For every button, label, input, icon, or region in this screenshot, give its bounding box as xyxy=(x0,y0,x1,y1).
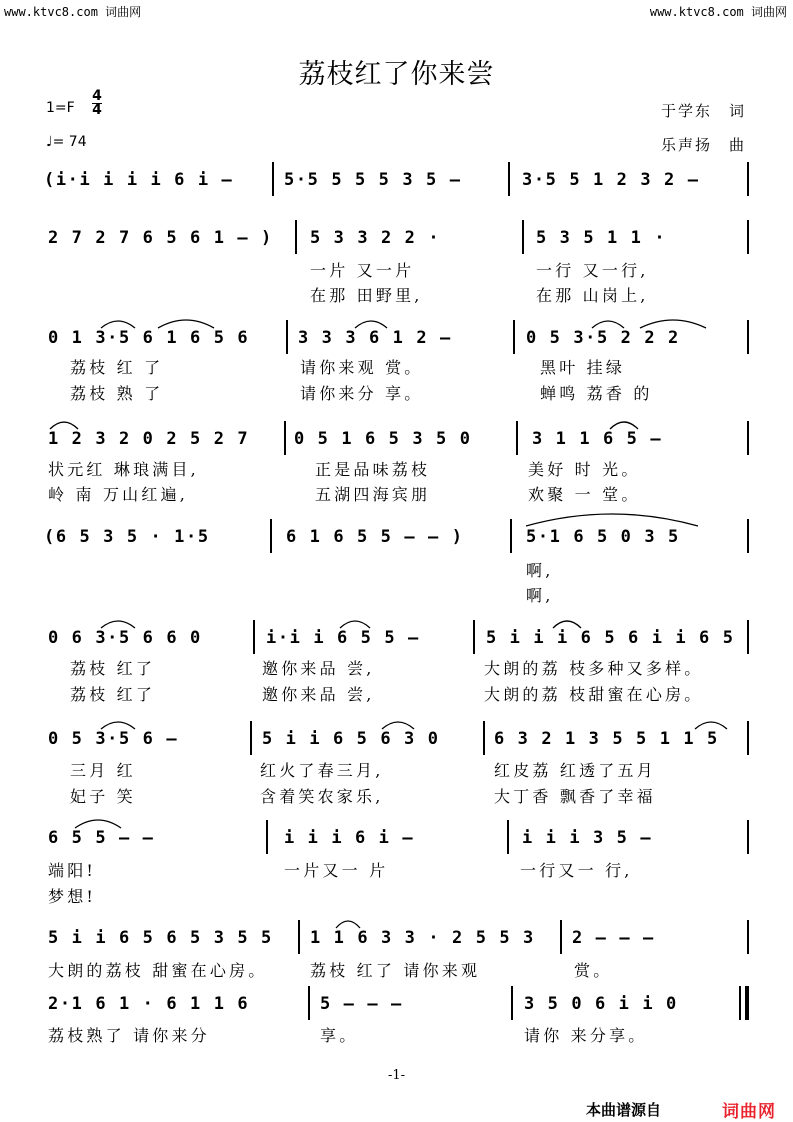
barline xyxy=(295,220,297,254)
row-8-lyrics-1-measure-1: 端阳! xyxy=(48,861,97,880)
row-3-lyrics-1-measure-1: 荔枝 红 了 xyxy=(70,358,164,377)
row-6-lyrics-2-measure-1: 荔枝 红了 xyxy=(70,685,156,704)
row-2-measure-2: 5 3 3 2 2 · xyxy=(310,228,441,248)
row-4-lyrics-2-measure-3: 欢聚 一 堂。 xyxy=(528,485,641,504)
row-8-lyrics-1-measure-3: 一行又一 行, xyxy=(520,861,633,880)
footer-brand-logo[interactable]: 词曲网 xyxy=(722,1102,776,1122)
barline xyxy=(286,320,288,354)
row-7-lyrics-2-measure-3: 大丁香 飘香了幸福 xyxy=(494,787,656,806)
page-number: -1- xyxy=(387,1068,406,1083)
barline xyxy=(266,820,268,854)
row-10-lyrics-1-measure-2: 享。 xyxy=(320,1026,359,1045)
barline xyxy=(253,620,255,654)
final-barline-thin xyxy=(739,986,741,1020)
slur-arc xyxy=(101,621,135,628)
slur-arc xyxy=(382,722,414,729)
slur-arc xyxy=(101,722,135,729)
row-6-measure-2: i·i i 6 5 5 – xyxy=(266,628,420,648)
row-1-measure-3: 3·5 5 1 2 3 2 – xyxy=(522,170,700,190)
barline xyxy=(483,721,485,755)
row-6-lyrics-1-measure-3: 大朗的荔 枝多种又多样。 xyxy=(484,659,704,678)
row-3-measure-2: 3 3 3 6 1 2 – xyxy=(298,328,452,348)
composer-credit: 乐声扬 曲 xyxy=(661,136,747,154)
barline xyxy=(747,320,749,354)
row-9-measure-1: 5 i i 6 5 6 5 3 5 5 xyxy=(48,928,273,948)
row-8-measure-3: i i i 3 5 – xyxy=(522,828,653,848)
barline xyxy=(747,220,749,254)
row-3-lyrics-1-measure-2: 请你来观 赏。 xyxy=(300,358,424,377)
row-8-lyrics-2-measure-1: 梦想! xyxy=(48,887,97,906)
row-4-measure-2: 0 5 1 6 5 3 5 0 xyxy=(294,429,472,449)
row-4-lyrics-1-measure-3: 美好 时 光。 xyxy=(528,460,641,479)
row-2-lyrics-1-measure-3: 一行 又一行, xyxy=(536,261,649,280)
row-10-lyrics-1-measure-3: 请你 来分享。 xyxy=(524,1026,648,1045)
row-4-measure-3: 3 1 1 6 5 – xyxy=(532,429,663,449)
barline xyxy=(522,220,524,254)
row-2-lyrics-1-measure-2: 一片 又一片 xyxy=(310,261,415,280)
footer-source-label: 本曲谱源自 xyxy=(586,1101,662,1119)
row-6-measure-3: 5 i i i 6 5 6 i i 6 5 xyxy=(486,628,735,648)
time-signature-bottom: 4 xyxy=(92,102,102,118)
time-signature-top: 4 xyxy=(92,88,102,104)
row-9-measure-2: 1 1 6 3 3 · 2 5 5 3 xyxy=(310,928,535,948)
row-9-lyrics-1-measure-1: 大朗的荔枝 甜蜜在心房。 xyxy=(48,961,268,980)
row-3-lyrics-2-measure-2: 请你来分 享。 xyxy=(300,384,424,403)
barline xyxy=(270,519,272,553)
barline xyxy=(747,519,749,553)
row-5-lyrics-1-measure-3: 啊, xyxy=(526,561,554,580)
barline xyxy=(747,820,749,854)
row-7-measure-3: 6 3 2 1 3 5 5 1 1 5 xyxy=(494,729,719,749)
row-10-measure-1: 2·1 6 1 · 6 1 1 6 xyxy=(48,994,250,1014)
row-3-lyrics-2-measure-3: 蝉鸣 荔香 的 xyxy=(540,384,653,403)
barline xyxy=(508,162,510,196)
row-3-measure-1: 0 1 3·5 6 1 6 5 6 xyxy=(48,328,250,348)
row-9-lyrics-1-measure-3: 赏。 xyxy=(574,961,613,980)
slur-arc xyxy=(355,321,387,328)
row-7-lyrics-2-measure-1: 妃子 笑 xyxy=(70,787,136,806)
key-signature: 1=F xyxy=(46,100,75,116)
row-7-lyrics-2-measure-2: 含着笑农家乐, xyxy=(260,787,384,806)
row-10-measure-2: 5 – – – xyxy=(320,994,403,1014)
row-8-measure-1: 6 5 5 – – xyxy=(48,828,155,848)
row-1-measure-1: (i·i i i i 6 i – xyxy=(44,170,234,190)
row-6-measure-1: 0 6 3·5 6 6 0 xyxy=(48,628,202,648)
barline xyxy=(473,620,475,654)
slur-arc xyxy=(101,321,135,328)
barline xyxy=(747,162,749,196)
row-2-lyrics-2-measure-3: 在那 山岗上, xyxy=(536,286,649,305)
row-5-measure-2: 6 1 6 5 5 – – ) xyxy=(286,527,464,547)
row-5-measure-1: (6 5 3 5 · 1·5 xyxy=(44,527,210,547)
barline xyxy=(747,421,749,455)
row-5-lyrics-2-measure-3: 啊, xyxy=(526,586,554,605)
slur-arc xyxy=(592,321,624,328)
row-7-lyrics-1-measure-3: 红皮荔 红透了五月 xyxy=(494,761,656,780)
row-6-lyrics-1-measure-2: 邀你来品 尝, xyxy=(262,659,375,678)
barline xyxy=(513,320,515,354)
row-2-measure-3: 5 3 5 1 1 · xyxy=(536,228,667,248)
row-6-lyrics-2-measure-3: 大朗的荔 枝甜蜜在心房。 xyxy=(484,685,704,704)
barline xyxy=(284,421,286,455)
row-4-measure-1: 1 2 3 2 0 2 5 2 7 xyxy=(48,429,250,449)
row-10-lyrics-1-measure-1: 荔枝熟了 请你来分 xyxy=(48,1026,210,1045)
row-7-lyrics-1-measure-1: 三月 红 xyxy=(70,761,136,780)
barline xyxy=(308,986,310,1020)
row-4-lyrics-2-measure-1: 岭 南 万山红遍, xyxy=(48,485,189,504)
slur-arc xyxy=(640,320,706,328)
tempo-marking: ♩= 74 xyxy=(46,134,87,150)
slur-arc xyxy=(340,621,370,628)
row-2-measure-1: 2 7 2 7 6 5 6 1 – ) xyxy=(48,228,273,248)
final-barline-thick xyxy=(745,986,749,1020)
barline xyxy=(507,820,509,854)
barline xyxy=(747,721,749,755)
row-3-measure-3: 0 5 3·5 2 2 2 xyxy=(526,328,680,348)
row-6-lyrics-2-measure-2: 邀你来品 尝, xyxy=(262,685,375,704)
row-7-measure-1: 0 5 3·5 6 – xyxy=(48,729,179,749)
barline xyxy=(747,920,749,954)
slur-arc xyxy=(526,514,698,526)
row-8-lyrics-1-measure-2: 一片又一 片 xyxy=(284,861,389,880)
barline xyxy=(511,986,513,1020)
row-10-measure-3: 3 5 0 6 i i 0 xyxy=(524,994,678,1014)
row-1-measure-2: 5·5 5 5 5 3 5 – xyxy=(284,170,462,190)
barline xyxy=(272,162,274,196)
lyricist-credit: 于学东 词 xyxy=(661,102,747,120)
watermark-left: www.ktvc8.com 词曲网 xyxy=(4,5,142,19)
barline xyxy=(250,721,252,755)
barline xyxy=(560,920,562,954)
row-9-measure-3: 2 – – – xyxy=(572,928,655,948)
slur-arc xyxy=(158,320,214,328)
row-4-lyrics-1-measure-2: 正是品味荔枝 xyxy=(315,460,431,479)
barline xyxy=(747,620,749,654)
barline xyxy=(516,421,518,455)
watermark-right: www.ktvc8.com 词曲网 xyxy=(649,5,787,19)
row-5-measure-3: 5·1 6 5 0 3 5 xyxy=(526,527,680,547)
row-7-measure-2: 5 i i 6 5 6 3 0 xyxy=(262,729,440,749)
slur-arc xyxy=(50,422,78,429)
row-9-lyrics-1-measure-2: 荔枝 红了 请你来观 xyxy=(310,961,481,980)
barline xyxy=(298,920,300,954)
row-4-lyrics-2-measure-2: 五湖四海宾朋 xyxy=(315,485,431,504)
slur-arc xyxy=(336,921,360,928)
row-4-lyrics-1-measure-1: 状元红 琳琅满目, xyxy=(48,460,199,479)
barline xyxy=(510,519,512,553)
slur-arc xyxy=(553,621,581,628)
row-3-lyrics-2-measure-1: 荔枝 熟 了 xyxy=(70,384,164,403)
row-8-measure-2: i i i 6 i – xyxy=(284,828,415,848)
row-2-lyrics-2-measure-2: 在那 田野里, xyxy=(310,286,423,305)
slur-arc xyxy=(695,722,727,729)
slur-arc xyxy=(75,820,121,828)
row-3-lyrics-1-measure-3: 黑叶 挂绿 xyxy=(540,358,626,377)
song-title: 荔枝红了你来尝 xyxy=(298,59,495,90)
time-signature xyxy=(92,90,102,117)
row-7-lyrics-1-measure-2: 红火了春三月, xyxy=(260,761,384,780)
slur-arc xyxy=(610,422,638,429)
row-6-lyrics-1-measure-1: 荔枝 红了 xyxy=(70,659,156,678)
